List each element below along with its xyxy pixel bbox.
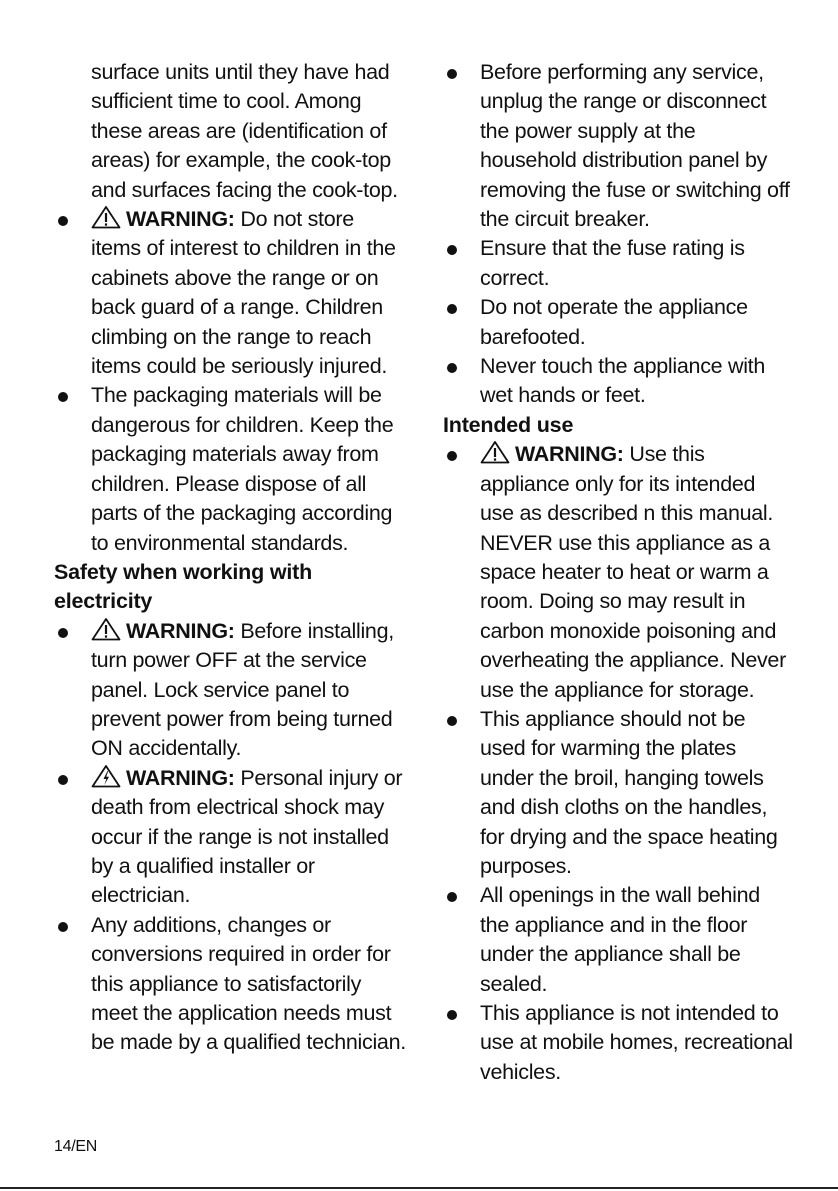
list-item — [443, 999, 793, 1087]
item-text: This appliance is not intended to use at mobile homes, recreational vehicles. — [480, 1001, 793, 1084]
bullet — [58, 392, 68, 402]
bullet — [58, 922, 68, 932]
bottom-rule — [0, 1187, 838, 1189]
bullet — [447, 245, 457, 255]
item-text: Do not store items of interest to children in the cabinets above the range or on back guard of a range. Children climbing on the range to reach items could be seriously injured. — [91, 207, 396, 379]
item-text: Before performing any service, unplug the range or disconnect the power supply at the household distribution panel by removing the fuse or switching off the circuit breaker. — [480, 60, 790, 232]
section-heading: Safety when working with electricity — [54, 559, 313, 614]
warning-label: WARNING: — [126, 618, 235, 643]
list-item — [443, 293, 793, 352]
warning-label: WARNING: — [515, 442, 624, 467]
item-text: This appliance should not be used for warming the plates under the broil, hanging towels and dish cloths on the handles, for drying and the space heating purposes. — [480, 706, 778, 878]
list-item — [54, 764, 406, 911]
list-item — [54, 617, 406, 764]
item-text: All openings in the wall behind the appliance and in the floor under the appliance shall be sealed. — [480, 883, 760, 996]
bullet — [447, 892, 457, 902]
page-number: 14/EN — [54, 1138, 97, 1155]
bullet — [447, 451, 457, 461]
bullet — [447, 69, 457, 79]
list-item — [443, 705, 793, 881]
bullet — [58, 216, 68, 226]
list-item — [54, 205, 406, 381]
item-text: Use this appliance only for its intended use as described n this manual. NEVER use this appliance as a space heater to heat or warm a room. Doing so may result in carbon monoxide poisoning and overheating the appliance. Never use the appliance for storage. — [480, 442, 786, 702]
bullet — [447, 304, 457, 314]
item-text: Never touch the appliance with wet hands or feet. — [480, 354, 766, 408]
list-item — [443, 58, 793, 234]
list-item — [443, 234, 793, 293]
bullet — [447, 363, 457, 373]
item-text: Ensure that the fuse rating is correct. — [480, 236, 745, 290]
list-item — [54, 381, 406, 557]
bullet — [58, 628, 68, 638]
item-text: Before installing, turn power OFF at the service panel. Lock service panel to prevent power from being turned ON accidentally. — [91, 618, 394, 761]
warning-triangle-icon — [480, 440, 510, 464]
warning-triangle-icon — [91, 205, 121, 229]
left-column — [54, 58, 406, 1058]
list-item — [443, 352, 793, 411]
bullet — [58, 775, 68, 785]
item-text: Personal injury or death from electrical shock may occur if the range is not installed by a qualified installer or electrician. — [91, 765, 403, 908]
bullet — [447, 1010, 457, 1020]
bullet — [447, 716, 457, 726]
warning-label: WARNING: — [126, 765, 235, 790]
list-item — [443, 440, 793, 705]
right-column — [443, 58, 793, 1087]
list-item — [443, 881, 793, 999]
warning-triangle-icon — [91, 617, 121, 641]
item-text: Any additions, changes or conversions required in order for this appliance to satisfactorily meet the application needs must be made by a qualified technician. — [91, 912, 406, 1055]
electric-warning-icon — [91, 764, 121, 788]
section-heading: Intended use — [443, 412, 574, 437]
continued-paragraph: surface units until they have had sufficient time to cool. Among these areas are (identification of areas) for example, the cook-top and surfaces facing the cook-top. — [91, 60, 398, 202]
item-text: The packaging materials will be dangerous for children. Keep the packaging materials away from children. Please dispose of all parts of the packaging according to environmental standards. — [91, 383, 394, 555]
warning-label: WARNING: — [126, 207, 235, 232]
list-item — [54, 911, 406, 1058]
item-text: Do not operate the appliance barefooted. — [480, 295, 748, 349]
